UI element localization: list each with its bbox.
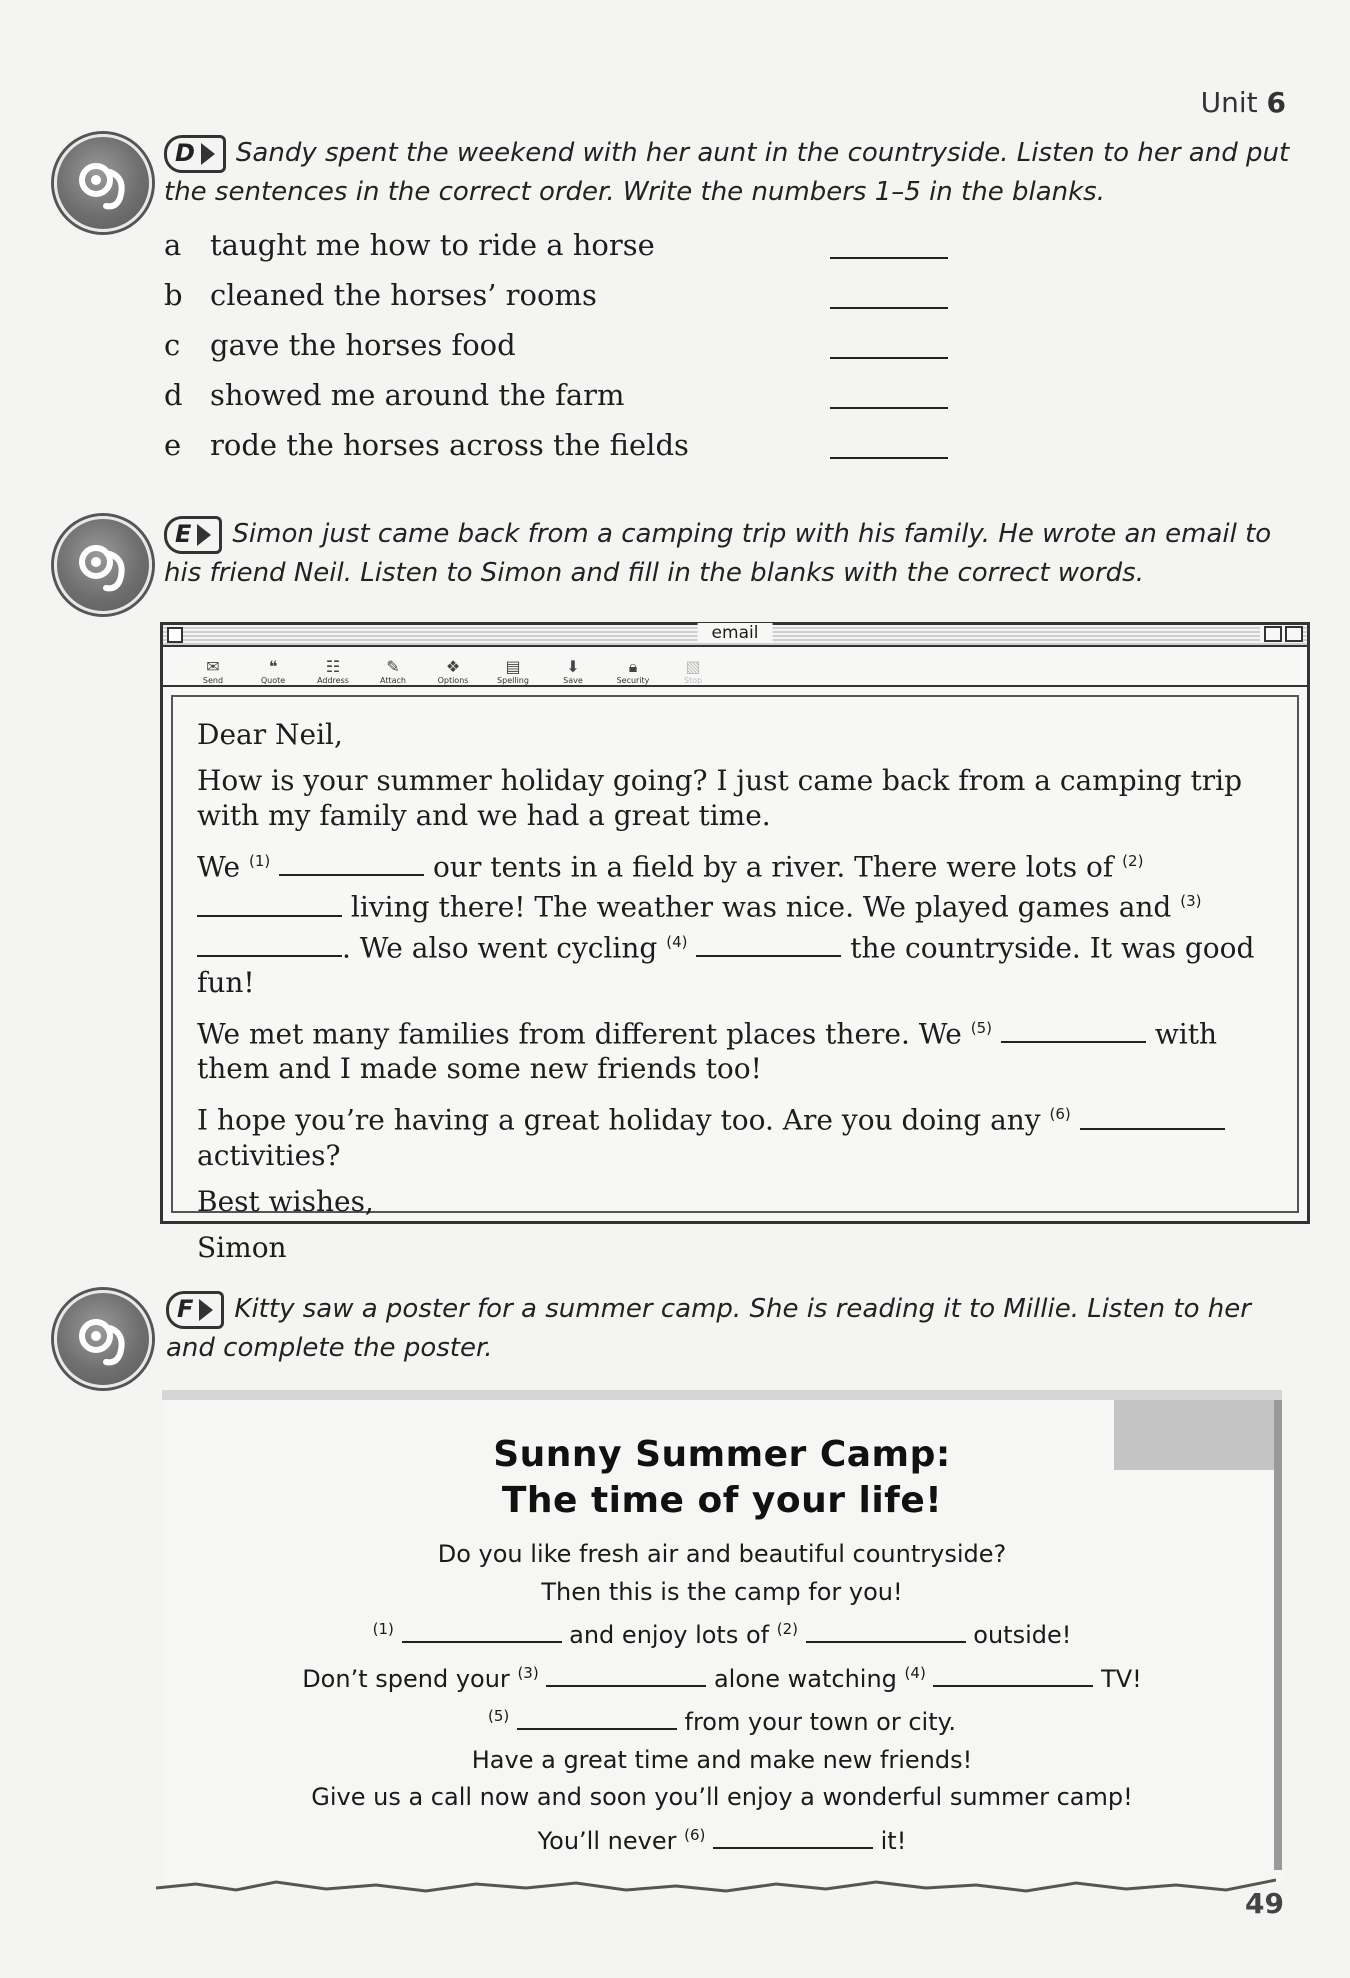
ordering-list [164,220,964,470]
close-box-icon[interactable] [167,627,183,643]
poster-line [162,1698,1282,1742]
section-f-letter: F [177,1295,194,1323]
answer-blank[interactable] [546,1663,706,1687]
quote-icon: ❝ [268,657,278,676]
save-icon: ⬇ [566,657,580,676]
security-button[interactable] [603,658,663,685]
blank-number: (6) [684,1825,706,1844]
poster-line: Then this is the camp for you! [541,1577,903,1606]
blank-number: (4) [666,932,688,951]
section-f-instruction-text: Kitty saw a poster for a summer camp. She is reading it to Millie. Listen to her and complete the poster. [166,1294,1251,1363]
item-letter: b [164,278,183,312]
answer-blank[interactable] [806,1619,966,1643]
item-text: gave the horses food [210,328,516,362]
options-label: Options [437,676,469,685]
email-paragraph [197,1011,1287,1086]
answer-blank[interactable] [830,431,948,459]
play-icon [197,524,211,546]
answer-blank[interactable] [713,1825,873,1849]
item-letter: c [164,328,181,362]
section-e-instruction [164,515,1294,593]
section-d-badge[interactable] [164,135,226,173]
poster-line [162,1655,1282,1699]
text-run: TV! [1101,1664,1142,1693]
options-button[interactable] [423,658,483,685]
blank-number: (1) [248,852,271,870]
blank-number: (5) [487,1707,510,1725]
blank-number: (3) [517,1663,539,1682]
audio-cd-icon[interactable] [54,516,152,614]
list-item [164,220,964,270]
blank-number: (4) [904,1663,926,1682]
email-paragraph [197,1097,1287,1172]
answer-blank[interactable] [933,1663,1093,1687]
answer-blank[interactable] [830,281,948,309]
unit-text: Unit [1200,86,1258,119]
address-icon: ☷ [325,657,341,676]
window-titlebar[interactable] [163,625,1307,647]
list-item [164,270,964,320]
blank-number: (6) [1049,1105,1071,1124]
quote-label: Quote [260,676,286,685]
answer-blank[interactable] [830,331,948,359]
cd-ear-icon [70,1306,136,1372]
text-run: outside! [973,1621,1072,1649]
blank-number: (1) [372,1620,394,1638]
email-toolbar [163,647,1307,687]
section-f-instruction [166,1290,1286,1368]
answer-blank[interactable] [279,850,424,876]
text-run: our tents in a field by a river. There were lots of [433,850,1114,884]
stop-icon: ▧ [685,657,701,676]
text-run: . We also went cycling [342,930,658,964]
text-run: You’ll never [537,1826,677,1855]
section-d-instruction-text: Sandy spent the weekend with her aunt in the countryside. Listen to her and put the sentences in the correct order. Write the numbers 1–5 in the blanks. [164,138,1290,207]
save-button[interactable] [543,658,603,685]
list-item [164,370,964,420]
answer-blank[interactable] [517,1706,677,1730]
options-icon: ❖ [445,657,461,676]
play-icon [199,1299,213,1321]
security-label: Security [616,676,650,685]
zoom-icon[interactable] [1264,626,1282,642]
text-run: the countryside. It was good fun! [197,930,1255,999]
section-e-letter: E [175,520,192,548]
email-paragraph: How is your summer holiday going? I just came back from a camping trip with my family and we had a great time. [197,764,1243,832]
section-d-letter: D [175,139,195,167]
send-icon: ✉ [206,657,220,676]
unit-label [1201,86,1286,119]
stop-label: Stop [683,676,703,685]
email-paragraph [197,844,1287,1000]
text-run: living there! The weather was nice. We played games and [350,890,1172,924]
spelling-icon: ▤ [505,657,521,676]
text-run: We met many families from different places there. We [197,1017,962,1051]
poster-line: Have a great time and make new friends! [471,1745,973,1774]
spelling-button[interactable] [483,658,543,685]
email-body[interactable] [171,695,1299,1264]
item-text: cleaned the horses’ rooms [210,278,597,312]
text-run: it! [880,1826,907,1855]
item-text: taught me how to ride a horse [210,228,655,262]
attach-label: Attach [380,676,406,685]
cd-ear-icon [70,150,136,216]
answer-blank[interactable] [1080,1104,1225,1130]
item-letter: d [164,378,183,412]
text-run: from your town or city. [684,1708,957,1736]
email-greeting: Dear Neil, [197,718,343,751]
section-f-badge[interactable] [166,1291,224,1329]
window-title: email [698,623,773,643]
stop-button[interactable] [663,658,723,685]
cd-ear-icon [70,532,136,598]
page-number: 49 [1245,1887,1284,1920]
answer-blank[interactable] [830,231,948,259]
paperclip-icon: ✎ [386,657,400,676]
text-run: Don’t spend your [302,1664,510,1693]
section-e-badge[interactable] [164,516,222,554]
blank-number: (5) [970,1018,993,1037]
blank-number: (2) [1122,852,1144,870]
audio-cd-icon[interactable] [54,134,152,232]
address-button[interactable] [303,658,363,685]
email-signature: Simon [197,1230,287,1264]
item-letter: a [164,228,182,262]
item-text: showed me around the farm [210,378,625,412]
poster-line: Do you like fresh air and beautiful countryside? [437,1540,1007,1568]
list-item [164,420,964,470]
poster-body [162,1536,1282,1860]
send-label: Send [202,676,224,685]
text-run: alone watching [713,1664,897,1693]
play-icon [201,143,215,165]
collapse-icon[interactable] [1285,626,1303,642]
poster-title-line2: The time of your life! [501,1480,943,1521]
list-item [164,320,964,370]
email-window [160,622,1310,1264]
text-run: with them and I made some new friends too! [197,1017,1218,1086]
item-letter: e [164,428,182,462]
text-run: I hope you’re having a great holiday too. Are you doing any [197,1103,1041,1137]
answer-blank[interactable] [197,891,342,917]
item-text: rode the horses across the fields [210,428,689,462]
text-run: activities? [197,1138,341,1172]
attach-button[interactable] [363,658,423,685]
answer-blank[interactable] [830,381,948,409]
save-label: Save [563,676,583,685]
summer-camp-poster [162,1390,1282,1884]
email-closing: Best wishes, [197,1184,374,1218]
quote-button[interactable] [243,658,303,685]
spelling-label: Spelling [497,676,529,685]
text-run: and enjoy lots of [569,1621,770,1649]
blank-number: (3) [1180,892,1202,911]
poster-line [162,1611,1282,1655]
address-label: Address [317,676,349,685]
poster-title [162,1432,1282,1524]
section-e-instruction-text: Simon just came back from a camping trip with his family. He wrote an email to his friend Neil. Listen to Simon and fill in the blanks with the correct words. [164,519,1272,588]
section-d-instruction [164,134,1294,212]
torn-edge [156,1876,1276,1900]
answer-blank[interactable] [197,931,342,957]
email-text [197,717,1287,1276]
window-zoom-controls[interactable] [1260,626,1303,642]
answer-blank[interactable] [696,931,841,957]
unit-number: 6 [1266,86,1286,119]
security-icon: 🔒︎ [628,657,638,676]
poster-title-line1: Sunny Summer Camp: [493,1434,951,1475]
poster-line: Give us a call now and soon you’ll enjoy a wonderful summer camp! [311,1783,1133,1811]
poster-line [162,1817,1282,1861]
blank-number: (2) [776,1620,798,1638]
answer-blank[interactable] [402,1619,562,1643]
text-run: We [197,850,241,884]
answer-blank[interactable] [1001,1017,1146,1043]
send-button[interactable] [183,658,243,685]
audio-cd-icon[interactable] [54,1290,152,1388]
